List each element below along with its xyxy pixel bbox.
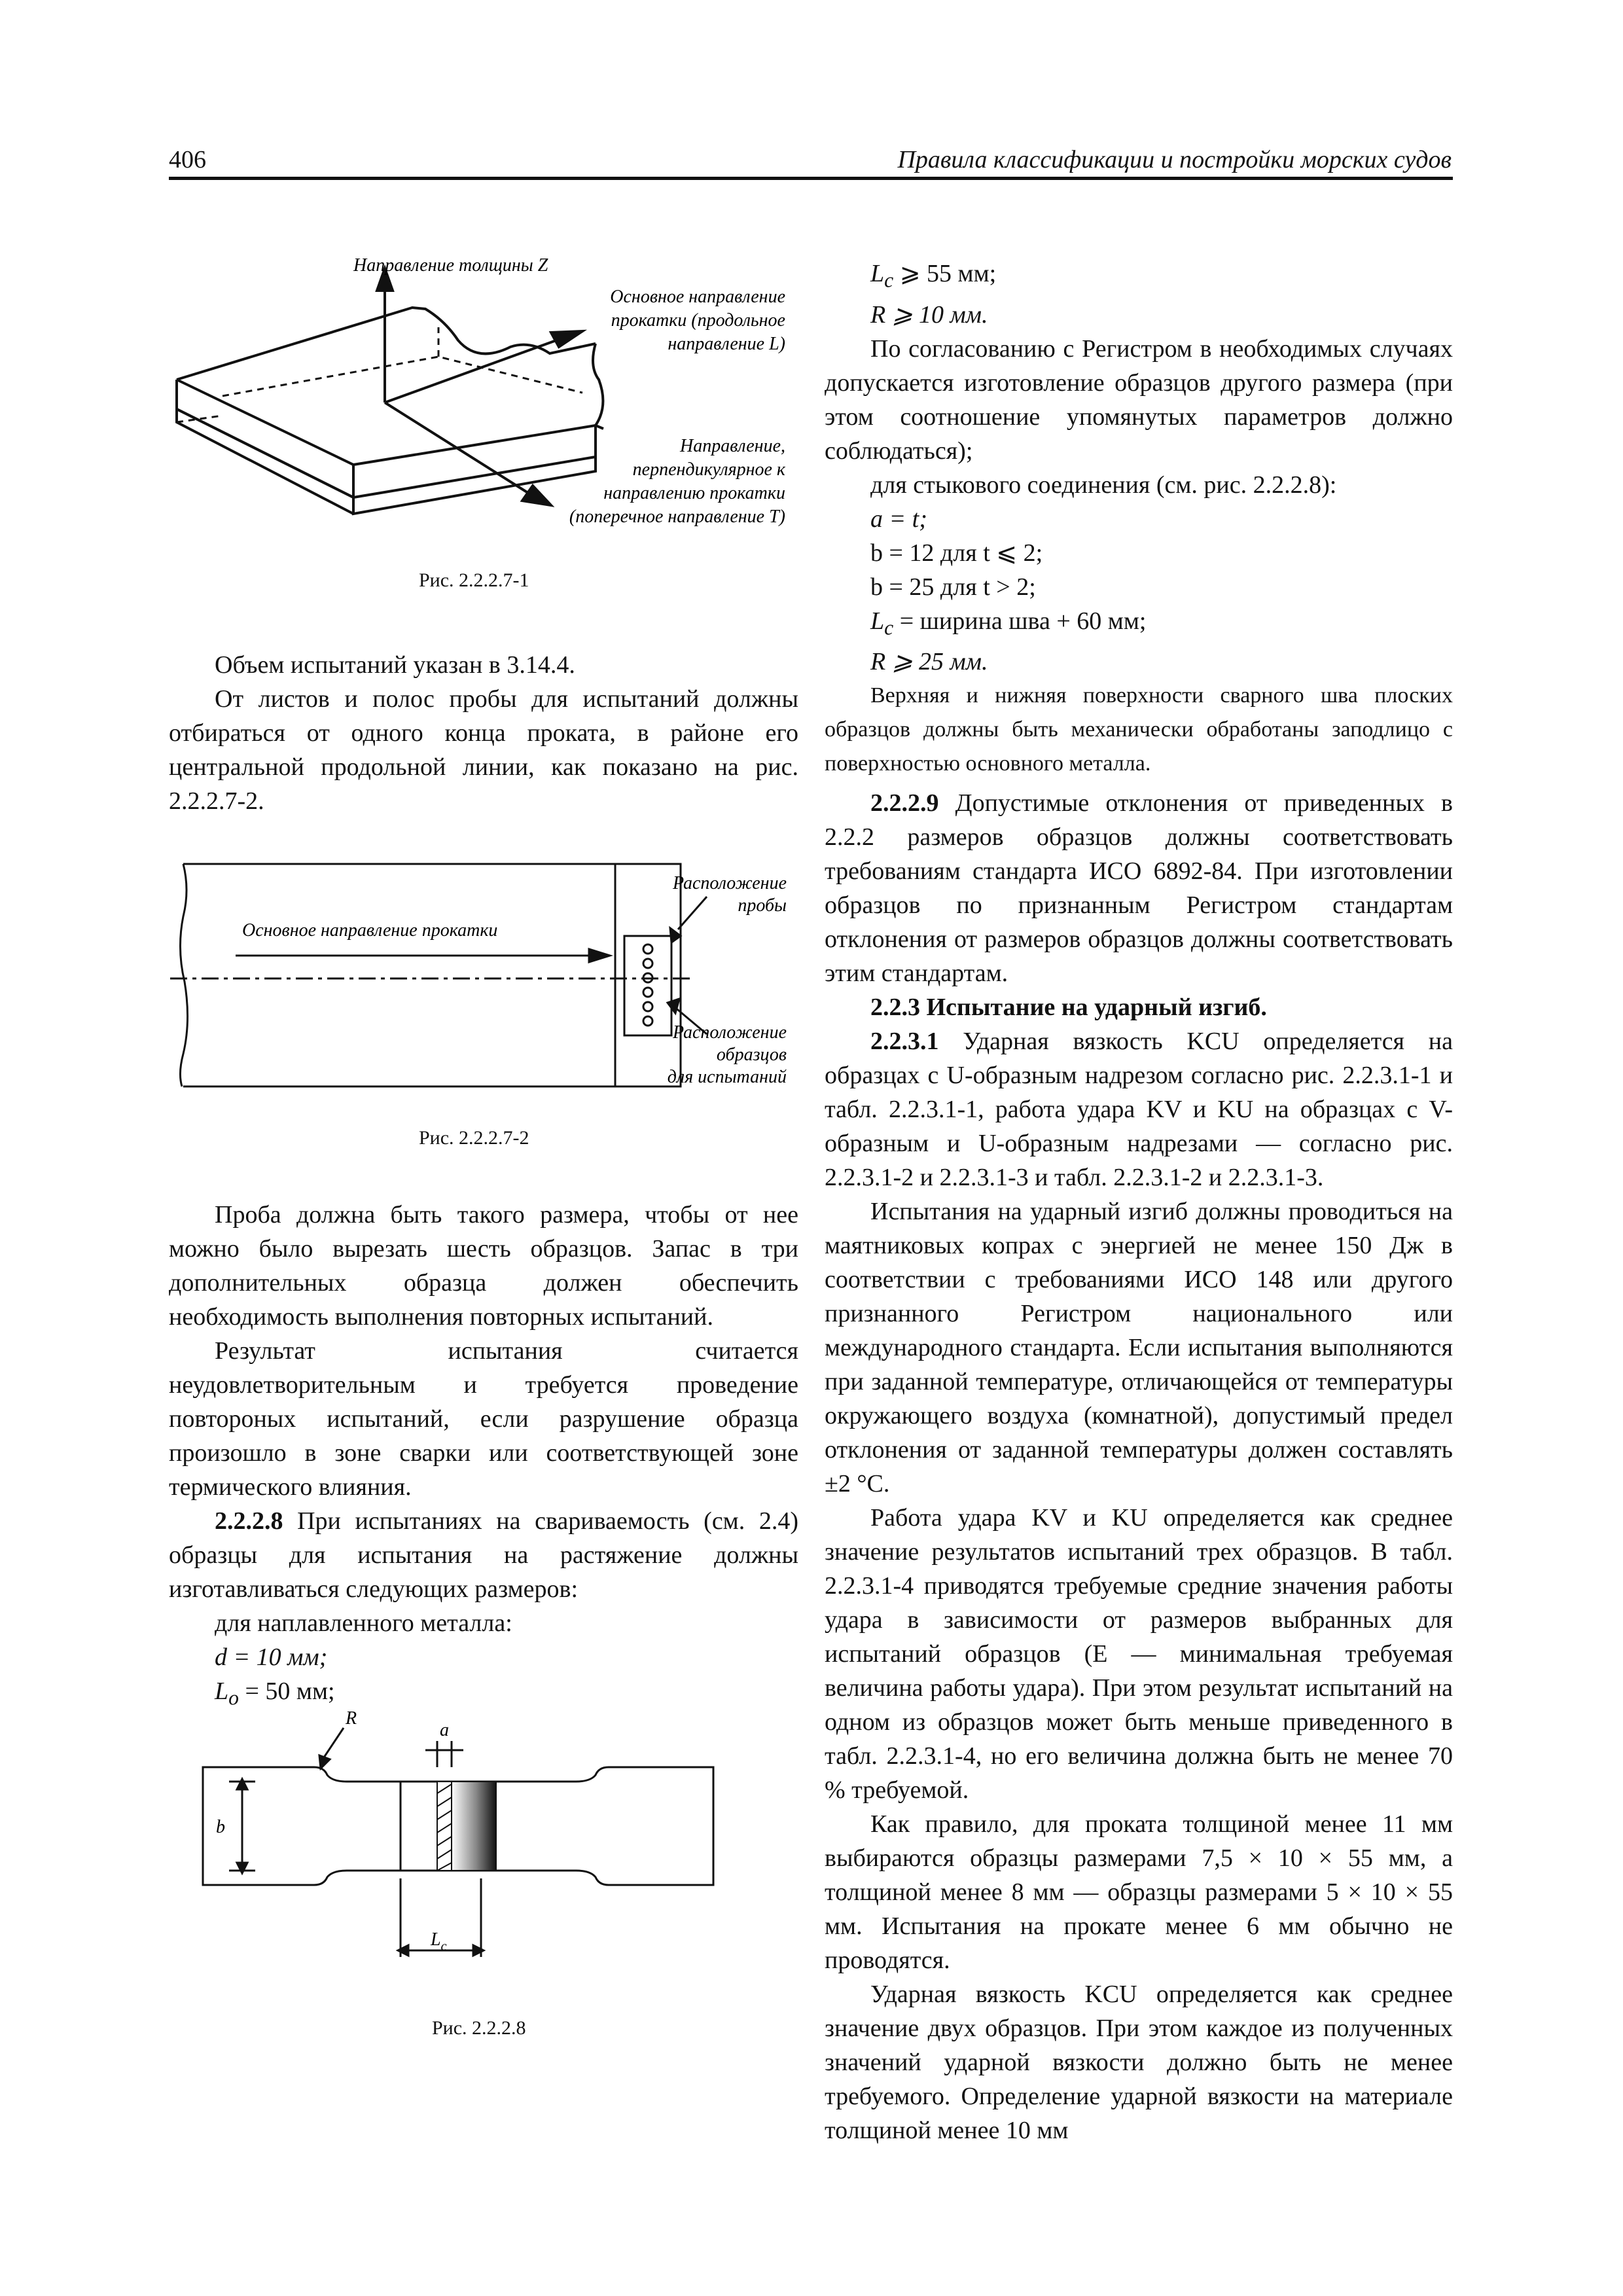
label-longitudinal-1: Основное направление bbox=[610, 287, 785, 307]
label-specimen-location-3: для испытаний bbox=[667, 1067, 787, 1087]
figure-weld-specimen bbox=[190, 1695, 753, 1996]
figure-caption-1: Рис. 2.2.2.7-1 bbox=[419, 569, 529, 591]
paragraph-other-size: По согласованию с Регистром в необходимых случаях допускается изготовление образцов другого размера (при этом соотношение упомянутых параметров должно соблюдаться); bbox=[825, 334, 1453, 465]
paragraph-impact-work: Работа удара KV и KU определяется как среднее значение результатов испытаний трех образцов. В табл. 2.2.3.1-4 приводятся требуемые средние значения работы удара в зависимости от размеров выбранных для испытаний образцов (E — минимальная требуемая величина работы удара). При этом результат испытаний на одном из образцов может быть меньше приведенного в табл. 2.2.3.1-4, но его величина должна быть не менее 70 % требуемой. bbox=[825, 1504, 1453, 1804]
label-lc: $L_c$ bbox=[431, 1929, 447, 1954]
clause-number: 2.2.2.8 bbox=[215, 1507, 283, 1535]
paragraph-test-volume: Объем испытаний указан в 3.14.4. bbox=[215, 651, 575, 679]
paragraph-2-2-2-8: 2.2.2.8 При испытаниях на свариваемость (см. 2.4) образцы для испытания на растяжение должны изготавливаться следующих размеров: bbox=[169, 1507, 798, 1603]
label-probe-location-1: Расположение bbox=[672, 873, 787, 893]
label-transverse-1: Направление, bbox=[679, 436, 785, 456]
label-specimen-location-1: Расположение bbox=[672, 1022, 787, 1043]
line-d: d = 10 мм; bbox=[215, 1643, 328, 1671]
paragraph-unsatisfactory: Результат испытания считается неудовлетворительным и требуется проведение повтороных испытаний, если разрушение образца произошло в зоне сварки или соответствующей зоне термического влияния. bbox=[169, 1337, 798, 1501]
label-transverse-3: направлению прокатки bbox=[603, 483, 785, 503]
label-transverse-4: (поперечное направление T) bbox=[569, 507, 785, 527]
paragraph-probe-size: Проба должна быть такого размера, чтобы от нее можно было вырезать шесть образцов. Запас в три дополнительных образца должен обеспечить необходимость выполнения повторных испытаний. bbox=[169, 1201, 798, 1331]
running-title: Правила классификации и постройки морских судов bbox=[897, 146, 1452, 173]
label-longitudinal-3: направление L) bbox=[668, 334, 785, 354]
paragraph-pendulum: Испытания на ударный изгиб должны проводиться на маятниковых копрах с энергией не менее 150 Дж в соответствии с требованиями ИСО 148 или другого признанного Регистром национального или международного стандарта. Если испытания выполняются при заданной температуре, отличающейся от температуры окружающего воздуха (комнатной), допустимый предел отклонения от заданной температуры должен составлять ±2 °C. bbox=[825, 1198, 1453, 1498]
line-lc: $L_c$ ⩾ 55 мм; bbox=[870, 260, 997, 292]
line-b25: b = 25 для t > 2; bbox=[870, 573, 1036, 601]
label-specimen-location-2: образцов bbox=[716, 1045, 787, 1065]
paragraph-weld-surface: Верхняя и нижняя поверхности сварного шва плоских образцов должны быть механически обработаны заподлицо с поверхностью основного металла. bbox=[825, 683, 1453, 776]
figure-sample-location bbox=[170, 851, 805, 1100]
line-deposited-metal: для наплавленного металла: bbox=[215, 1609, 512, 1637]
label-longitudinal-2: прокатки (продольное bbox=[611, 310, 785, 331]
header-rule bbox=[169, 177, 1453, 180]
section-heading-impact: 2.2.3 Испытание на ударный изгиб. bbox=[870, 994, 1267, 1022]
label-probe-location-2: пробы bbox=[738, 895, 787, 916]
page-number: 406 bbox=[169, 146, 206, 173]
line-a: a = t; bbox=[870, 505, 927, 533]
paragraph-specimen-size: Как правило, для проката толщиной менее 11 мм выбираются образцы размерами 7,5 × 10 × 55 мм, а толщиной менее 8 мм — образцы размерами 5 × 10 × 55 мм. Испытания на прокате менее 6 мм обычно не проводятся. bbox=[825, 1810, 1453, 1975]
paragraph-2-2-3-1: 2.2.3.1 Ударная вязкость KCU определяется на образцах с U-образным надрезом согласно рис. 2.2.3.1-1 и табл. 2.2.3.1-1, работа удара KV и KU на образцах с V-образным и U-образным надрезами — согласно рис. 2.2.3.1-2 и 2.2.3.1-3 и табл. 2.2.3.1-2 и 2.2.3.1-3. bbox=[825, 1028, 1453, 1192]
label-b: b bbox=[216, 1817, 225, 1837]
line-lo: $L_o = 50$ мм; bbox=[215, 1677, 335, 1710]
line-lc-weld: $L_c$ = ширина шва + 60 мм; bbox=[870, 607, 1147, 639]
figure-plate-directions bbox=[164, 249, 805, 563]
paragraph-kcu: Ударная вязкость KCU определяется как среднее значение двух образцов. При этом каждое из полученных значений ударной вязкости должно быть не менее требуемого. Определение ударной вязкости на материале толщиной менее 10 мм bbox=[825, 1981, 1453, 2145]
figure-caption-3: Рис. 2.2.2.8 bbox=[432, 2017, 526, 2039]
line-b12: b = 12 для t ⩽ 2; bbox=[870, 539, 1043, 567]
figure-caption-2: Рис. 2.2.2.7-2 bbox=[419, 1127, 529, 1149]
label-weld-width: a bbox=[440, 1720, 449, 1740]
line-butt-joint: для стыкового соединения (см. рис. 2.2.2.8): bbox=[870, 471, 1337, 499]
label-thickness-z: Направление толщины Z bbox=[353, 255, 548, 276]
line-r: R ⩾ 10 мм. bbox=[870, 300, 988, 329]
label-transverse-2: перпендикулярное к bbox=[632, 459, 785, 480]
label-rolling-direction: Основное направление прокатки bbox=[242, 920, 498, 941]
line-r25: R ⩾ 25 мм. bbox=[870, 648, 988, 676]
paragraph-sampling: От листов и полос пробы для испытаний должны отбираться от одного конца проката, в районе его центральной продольной линии, как показано на рис. 2.2.2.7-2. bbox=[169, 685, 798, 815]
paragraph-2-2-2-9: 2.2.2.9 Допустимые отклонения от приведенных в 2.2.2 размеров образцов должны соответствовать требованиям стандарта ИСО 6892-84. При изготовлении образцов по признанным Регистром стандартам отклонения от размеров образцов должны соответствовать этим стандартам. bbox=[825, 789, 1453, 988]
label-radius: R bbox=[346, 1708, 357, 1729]
